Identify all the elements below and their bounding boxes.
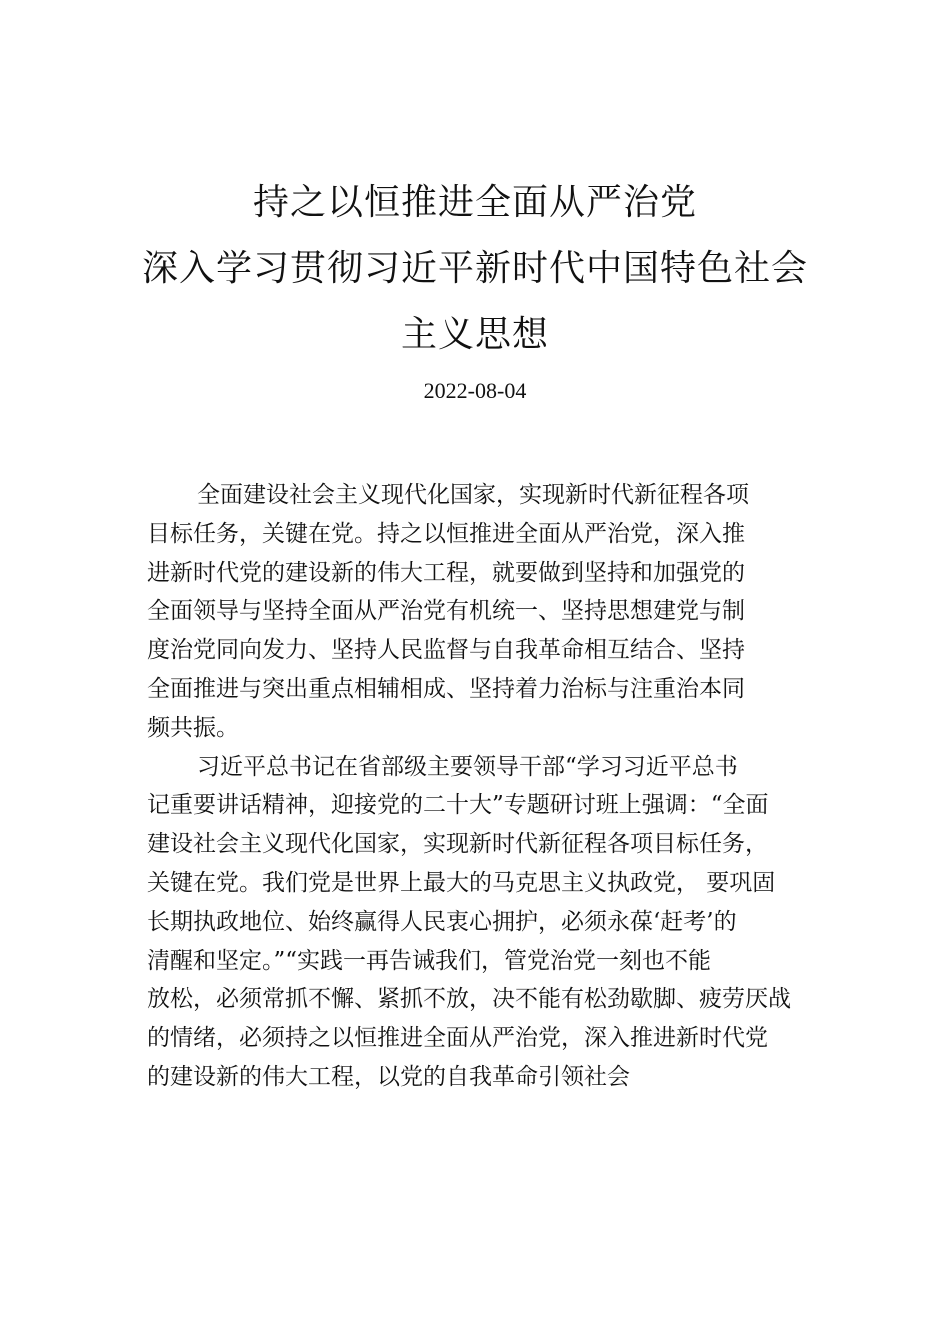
text-line: 全面建设社会主义现代化国家，实现新时代新征程各项 bbox=[197, 482, 749, 508]
text-line: 记重要讲话精神，迎接党的二十大”专题研讨班上强调：“全面 bbox=[147, 792, 769, 819]
text-line: 放松，必须常抓不懈、紧抓不放，决不能有松劲歇脚、疲劳厌战 bbox=[147, 986, 791, 1013]
text-line: 频共振。 bbox=[147, 714, 239, 741]
text-line: 长期执政地位、始终赢得人民衷心拥护，必须永葆‘赶考’的 bbox=[147, 908, 737, 935]
text-line: 关键在党。我们党是世界上最大的马克思主义执政党， 要巩固 bbox=[147, 869, 776, 896]
text-line: 全面领导与坚持全面从严治党有机统一、坚持思想建党与制 bbox=[147, 598, 745, 625]
text-line: 目标任务，关键在党。持之以恒推进全面从严治党，深入推 bbox=[147, 520, 745, 547]
paragraph bbox=[147, 748, 827, 1097]
document-body bbox=[147, 476, 827, 1097]
title-line: 主义思想 bbox=[400, 314, 549, 355]
text-line: 习近平总书记在省部级主要领导干部“学习习近平总书 bbox=[197, 753, 738, 780]
text-line: 全面推进与突出重点相辅相成、坚持着力治标与注重治本同 bbox=[147, 675, 745, 702]
text-line: 的建设新的伟大工程，以党的自我革命引领社会 bbox=[147, 1063, 630, 1090]
title-line: 持之以恒推进全面从严治党 bbox=[252, 182, 697, 223]
text-line: 的情绪，必须持之以恒推进全面从严治党，深入推进新时代党 bbox=[147, 1025, 768, 1052]
paragraph bbox=[147, 476, 827, 748]
text-line: 清醒和坚定。”“实践一再告诫我们，管党治党一刻也不能 bbox=[147, 947, 712, 974]
document-date: 2022-08-04 bbox=[423, 378, 527, 403]
text-line: 建设社会主义现代化国家，实现新时代新征程各项目标任务， bbox=[147, 831, 768, 858]
text-line: 度治党同向发力、坚持人民监督与自我革命相互结合、坚持 bbox=[147, 637, 745, 664]
document-title bbox=[0, 170, 950, 368]
text-line: 进新时代党的建设新的伟大工程，就要做到坚持和加强党的 bbox=[147, 559, 745, 586]
title-line: 深入学习贯彻习近平新时代中国特色社会 bbox=[141, 248, 808, 289]
